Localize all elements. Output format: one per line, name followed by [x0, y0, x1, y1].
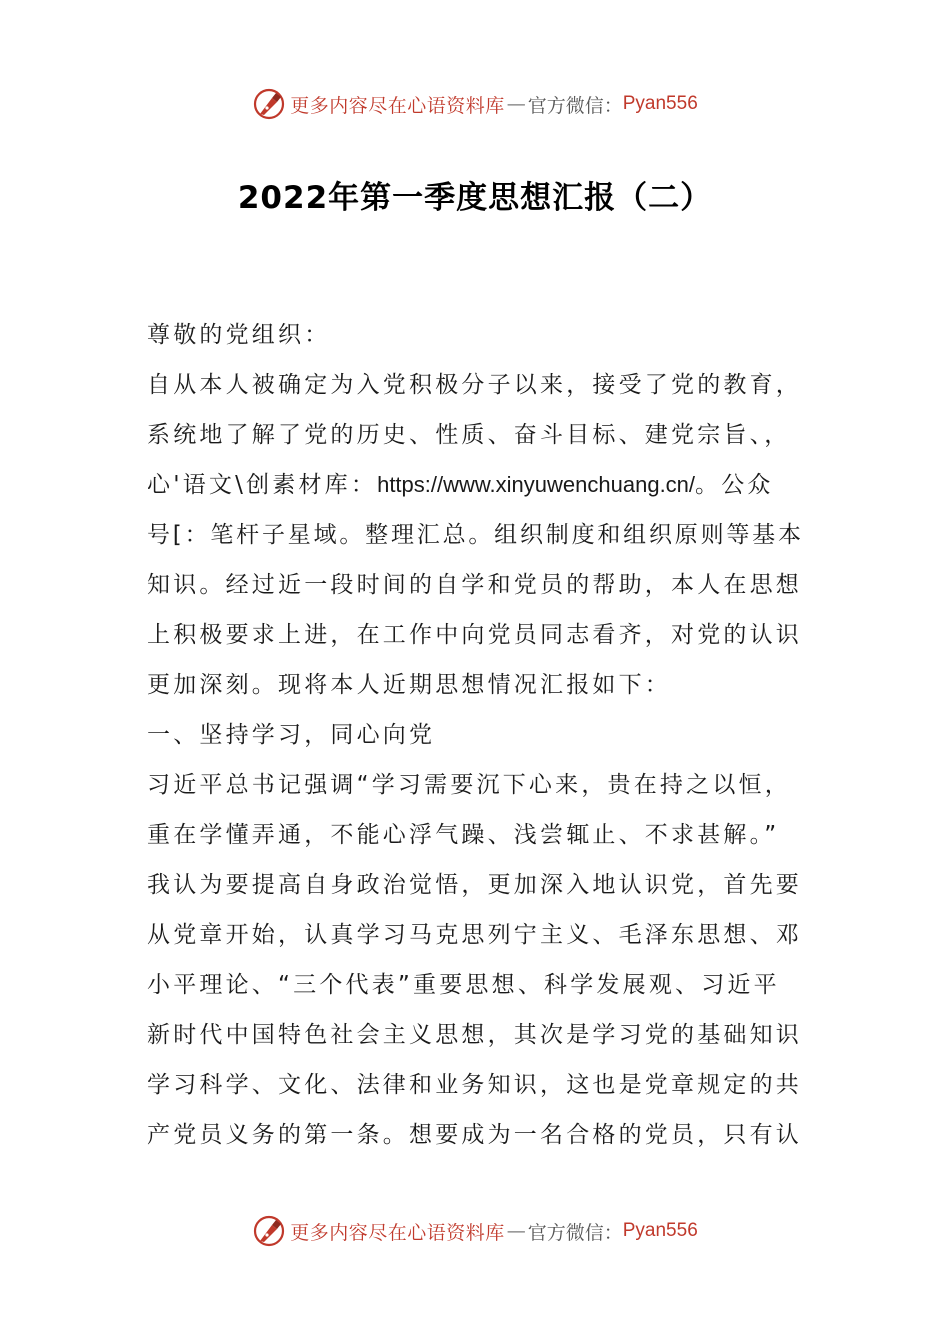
paragraph-line: 一、坚持学习，同心向党	[147, 722, 436, 748]
paragraph-line: 新时代中国特色社会主义思想，其次是学习党的基础知识	[147, 1022, 802, 1048]
paragraph-line: 系统地了解了党的历史、性质、奋斗目标、建党宗旨、，	[147, 422, 791, 448]
line-text: 。公众	[695, 472, 774, 498]
paragraph-line: 知识。经过近一段时间的自学和党员的帮助，本人在思想	[147, 572, 802, 598]
paragraph-line	[147, 468, 807, 518]
document-title: 2022年第一季度思想汇报（二）	[237, 180, 713, 216]
banner-wechat-label: 官方微信：	[527, 1221, 623, 1244]
paragraph-line: 我认为要提高自身政治觉悟，更加深入地认识党，首先要	[147, 872, 802, 898]
banner-wechat-id: Pyan556	[622, 1220, 698, 1241]
paragraph-line: 产党员义务的第一条。想要成为一名合格的党员，只有认	[147, 1122, 802, 1148]
banner-wechat-label: 官方微信：	[527, 94, 623, 117]
banner-dash: —	[506, 93, 526, 115]
document-body	[147, 318, 807, 1168]
paragraph-line: 小平理论、“三个代表”重要思想、科学发展观、习近平	[147, 972, 780, 998]
pen-nib-icon	[252, 87, 286, 121]
paragraph-line: 号[：笔杆子星域。整理汇总。组织制度和组织原则等基本	[147, 522, 804, 548]
paragraph-line: 学习科学、文化、法律和业务知识，这也是党章规定的共	[147, 1072, 802, 1098]
paragraph-line: 尊敬的党组织：	[147, 322, 331, 348]
line-text: 心'语文\创素材库：	[147, 472, 378, 498]
header-banner	[0, 84, 950, 124]
paragraph-line: 自从本人被确定为入党积极分子以来，接受了党的教育，	[147, 372, 802, 398]
pen-nib-icon	[252, 1214, 286, 1248]
paragraph-line: 从党章开始，认真学习马克思列宁主义、毛泽东思想、邓	[147, 922, 802, 948]
banner-slogan: 更多内容尽在心语资料库	[290, 94, 505, 117]
website-link[interactable]: https://www.xinyuwenchuang.cn/	[377, 472, 696, 497]
footer-banner	[0, 1211, 950, 1251]
paragraph-line: 习近平总书记强调“学习需要沉下心来，贵在持之以恒，	[147, 772, 791, 798]
paragraph-line: 重在学懂弄通，不能心浮气躁、浅尝辄止、不求甚解。”	[147, 822, 780, 848]
banner-wechat-id: Pyan556	[622, 93, 698, 114]
banner-slogan: 更多内容尽在心语资料库	[290, 1221, 505, 1244]
paragraph-line: 上积极要求上进，在工作中向党员同志看齐，对党的认识	[147, 622, 802, 648]
banner-dash: —	[506, 1220, 526, 1242]
paragraph-line: 更加深刻。现将本人近期思想情况汇报如下：	[147, 672, 671, 698]
